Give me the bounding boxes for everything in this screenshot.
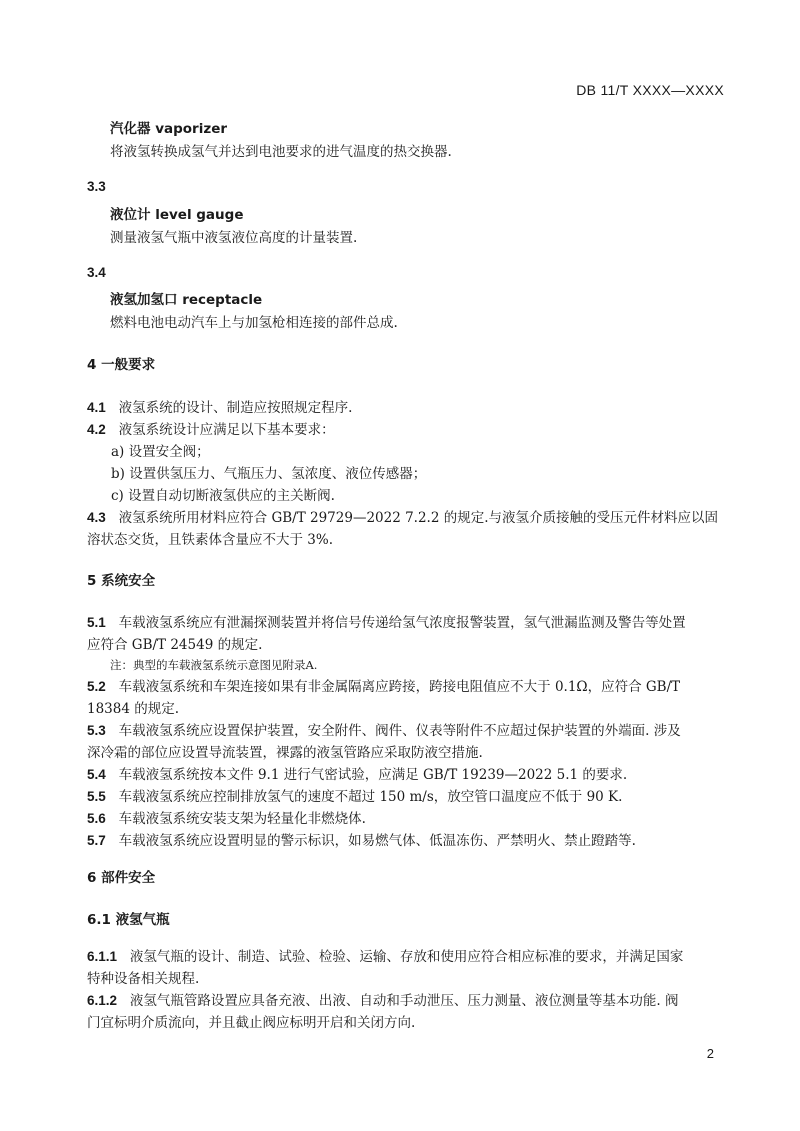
clause-number: 4.1 [87, 400, 106, 415]
term-title: 液氢加氢口 receptacle [110, 292, 263, 308]
term-definition: 将液氢转换成氢气并达到电池要求的进气温度的热交换器. [110, 144, 452, 160]
list-item: b) 设置供氢压力、气瓶压力、氢浓度、液位传感器； [111, 466, 427, 482]
clause-line [87, 947, 727, 967]
clause-text: 液氢气瓶的设计、制造、试验、检验、运输、存放和使用应符合相应标准的要求，并满足国家 [129, 949, 684, 965]
clause-text: 液氢气瓶管路设置应具备充液、出液、自动和手动泄压、压力测量、液位测量等基本功能. 阀 [129, 993, 679, 1009]
list-item: c) 设置自动切断液氢供应的主关断阀. [111, 488, 335, 504]
clause-number: 5.4 [87, 767, 106, 782]
clause-line [87, 613, 727, 633]
clause-line [87, 398, 727, 418]
term-definition: 测量液氢气瓶中液氢液位高度的计量装置. [110, 230, 358, 246]
clause-line [87, 809, 727, 829]
page-number: 2 [706, 1046, 714, 1061]
section-heading: 5 系统安全 [87, 573, 156, 589]
clause-continuation: 溶状态交货，且铁素体含量应不大于 3%. [87, 532, 333, 548]
clause-number: 5.5 [87, 789, 106, 804]
term-title: 液位计 level gauge [110, 207, 244, 223]
clause-number: 4.2 [87, 422, 106, 437]
clause-text: 车载液氢系统和车架连接如果有非金属隔离应跨接，跨接电阻值应不大于 0.1Ω，应符合 GB/T [118, 679, 681, 695]
term-definition: 燃料电池电动汽车上与加氢枪相连接的部件总成. [110, 315, 398, 331]
section-heading: 4 一般要求 [87, 357, 156, 373]
subsection-heading: 6.1 液氢气瓶 [87, 912, 170, 928]
clause-text: 液氢系统的设计、制造应按照规定程序. [118, 400, 353, 416]
clause-continuation: 特种设备相关规程. [87, 971, 200, 987]
note-text: 注：典型的车载液氢系统示意图见附录A. [110, 658, 318, 672]
clause-number: 4.3 [87, 510, 106, 525]
clause-number: 6.1.1 [87, 949, 118, 964]
clause-line [87, 721, 727, 741]
clause-text: 车载液氢系统应控制排放氢气的速度不超过 150 m/s，放空管口温度应不低于 90 K. [118, 789, 623, 805]
clause-line [87, 420, 727, 440]
clause-line [87, 991, 727, 1011]
clause-number: 3.4 [87, 265, 106, 280]
clause-number: 3.3 [87, 179, 106, 194]
clause-text: 液氢系统所用材料应符合 GB/T 29729—2022 7.2.2 的规定.与液氢介质接触的受压元件材料应以固 [118, 510, 719, 526]
clause-line [87, 787, 727, 807]
clause-text: 车载液氢系统按本文件 9.1 进行气密试验，应满足 GB/T 19239—2022 5.1 的要求. [118, 767, 628, 783]
clause-continuation: 门宜标明介质流向，并且截止阀应标明开启和关闭方向. [87, 1015, 416, 1031]
clause-number: 5.7 [87, 833, 106, 848]
list-item: a) 设置安全阀； [111, 444, 210, 460]
clause-continuation: 深冷霜的部位应设置导流装置，裸露的液氢管路应采取防液空措施. [87, 745, 483, 761]
clause-text: 车载液氢系统应有泄漏探测装置并将信号传递给氢气浓度报警装置，氢气泄漏监测及警告等处置 [118, 615, 686, 631]
clause-line [87, 677, 727, 697]
clause-number: 5.1 [87, 615, 106, 630]
clause-number: 6.1.2 [87, 993, 118, 1008]
clause-text: 液氢系统设计应满足以下基本要求： [118, 422, 335, 438]
clause-number: 5.3 [87, 723, 106, 738]
clause-text: 车载液氢系统应设置明显的警示标识，如易燃气体、低温冻伤、严禁明火、禁止蹬踏等. [118, 833, 636, 849]
document-code-header: DB 11/T XXXX—XXXX [576, 82, 724, 98]
clause-line [87, 765, 727, 785]
clause-continuation: 应符合 GB/T 24549 的规定. [87, 637, 263, 653]
term-title: 汽化器 vaporizer [110, 121, 228, 137]
clause-number: 5.2 [87, 679, 106, 694]
clause-line [87, 831, 727, 851]
clause-number: 5.6 [87, 811, 106, 826]
clause-continuation: 18384 的规定. [87, 701, 180, 717]
clause-line [87, 508, 727, 528]
clause-text: 车载液氢系统应设置保护装置，安全附件、阀件、仪表等附件不应超过保护装置的外端面. 涉及 [118, 723, 681, 739]
clause-text: 车载液氢系统安装支架为轻量化非燃烧体. [118, 811, 366, 827]
section-heading: 6 部件安全 [87, 870, 156, 886]
